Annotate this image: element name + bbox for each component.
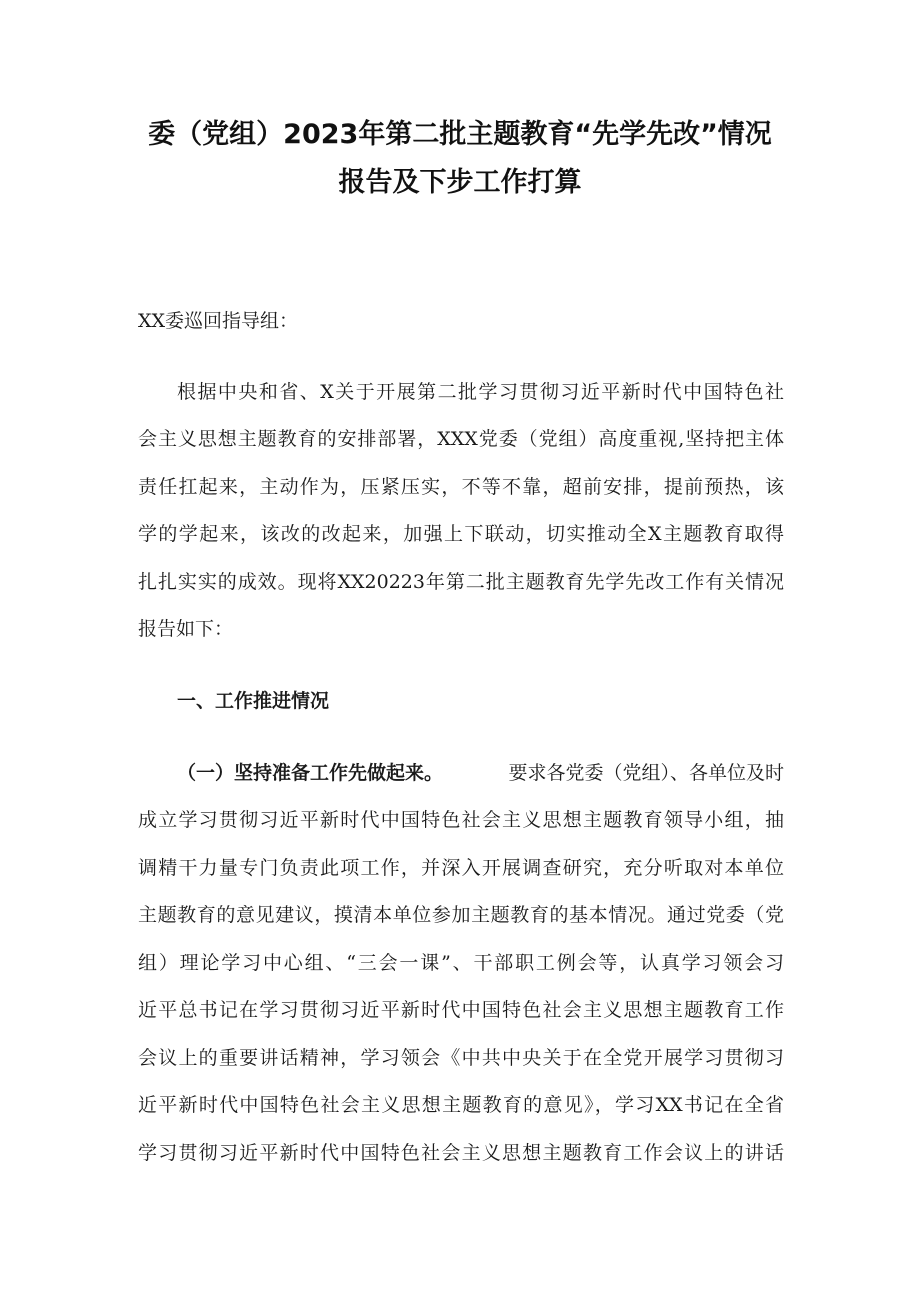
paragraph-first-line-text: 要求各党委（党组）、各单位及时 xyxy=(508,762,784,784)
sub-heading: （一）坚持准备工作先做起来。 xyxy=(177,762,444,784)
paragraph-line: 学习贯彻习近平新时代中国特色社会主义思想主题教育工作会议上的讲话 xyxy=(138,1142,784,1164)
intro-line: 扎扎实实的成效。现将XX20223年第二批主题教育先学先改工作有关情况 xyxy=(138,571,784,593)
paragraph-line: 会议上的重要讲话精神，学习领会《中共中央关于在全党开展学习贯彻习 xyxy=(138,1047,784,1069)
paragraph-line: 主题教育的意见建议，摸清本单位参加主题教育的基本情况。通过党委（党 xyxy=(138,904,784,926)
paragraph-line: 近平新时代中国特色社会主义思想主题教育的意见》，学习XX书记在全省 xyxy=(138,1094,784,1116)
document-title-line-2: 报告及下步工作打算 xyxy=(338,167,582,198)
document-title-line-1: 委（党组）2023年第二批主题教育“先学先改”情况 xyxy=(148,119,772,150)
intro-line: 会主义思想主题教育的安排部署，XXX党委（党组）高度重视,坚持把主体 xyxy=(138,428,784,450)
paragraph-first-line xyxy=(177,759,784,787)
paragraph-line: 近平总书记在学习贯彻习近平新时代中国特色社会主义思想主题教育工作 xyxy=(138,999,784,1021)
salutation: XX委巡回指导组： xyxy=(138,310,299,332)
paragraph-line: 调精干力量专门负责此项工作，并深入开展调查研究，充分听取对本单位 xyxy=(138,857,784,879)
paragraph-line: 成立学习贯彻习近平新时代中国特色社会主义思想主题教育领导小组，抽 xyxy=(138,809,784,831)
paragraph-line: 组）理论学习中心组、“三会一课”、干部职工例会等，认真学习领会习 xyxy=(138,952,784,974)
intro-line: 根据中央和省、X关于开展第二批学习贯彻习近平新时代中国特色社 xyxy=(177,381,784,403)
intro-line: 责任扛起来，主动作为，压紧压实，不等不靠，超前安排，提前预热，该 xyxy=(138,476,784,498)
intro-line: 报告如下： xyxy=(138,618,234,640)
section-heading: 一、工作推进情况 xyxy=(177,690,330,712)
intro-line: 学的学起来，该改的改起来，加强上下联动，切实推动全X主题教育取得 xyxy=(138,523,784,545)
